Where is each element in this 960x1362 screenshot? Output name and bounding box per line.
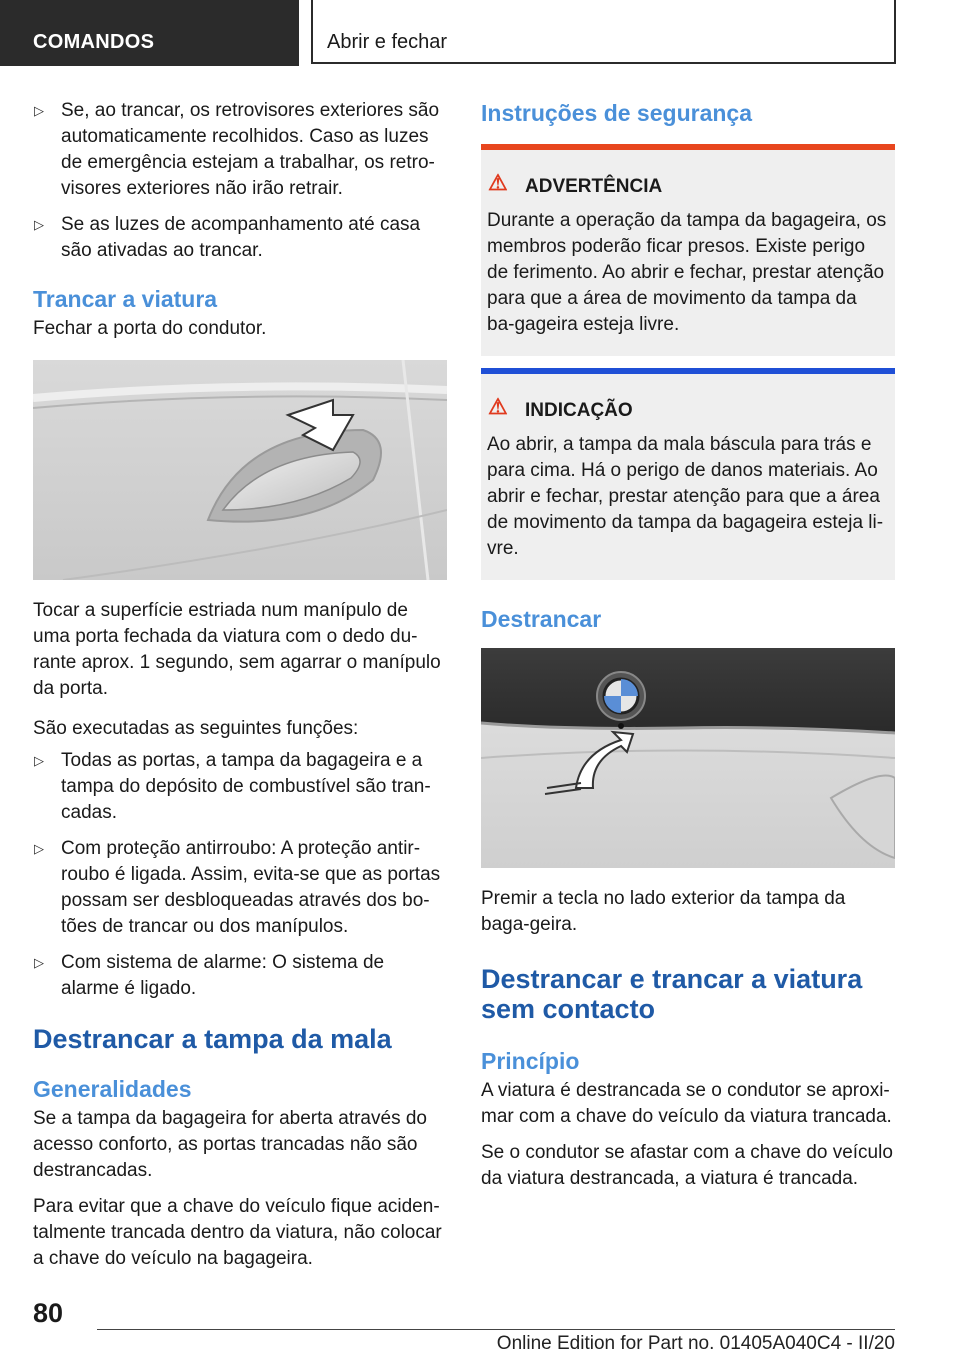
lock-heading: Trancar a viatura	[33, 286, 218, 312]
note-text: Ao abrir, a tampa da mala báscula para trás e para cima. Há o perigo de danos materiais. Ao abrir e fechar, prestar atenção para que a área de movimento da tampa da bagageira esteja li‐vre.	[487, 434, 884, 559]
warning-triangle-icon: ⚠	[488, 170, 508, 195]
warning-text: Durante a operação da tampa da bagageira, os membros poderão ficar presos. Existe perigo de ferimento. Ao abrir e fechar, prestar atenção para que a área de movimento da tampa da ba‐gageira esteja livre.	[487, 210, 887, 335]
unlock-text: Premir a tecla no lado exterior da tampa da baga‐geira.	[481, 888, 846, 935]
right-column	[481, 98, 895, 1202]
warning-title	[481, 150, 895, 200]
general-heading: Generalidades	[33, 1076, 192, 1102]
list-item	[33, 836, 447, 940]
keyless-heading: Destrancar e trancar a viatura sem contacto	[481, 964, 863, 1024]
warning-triangle-icon: ⚠	[488, 394, 508, 419]
list-item-text: Se as luzes de acompanhamento até casa são ativadas ao trancar.	[61, 214, 421, 261]
page-number: 80	[33, 1298, 64, 1328]
list-item	[33, 98, 447, 202]
list-item	[33, 212, 447, 264]
footer-divider	[97, 1329, 895, 1330]
unlock-heading: Destrancar	[481, 606, 602, 632]
safety-heading: Instruções de segurança	[481, 100, 752, 126]
trunk-heading: Destrancar a tampa da mala	[33, 1024, 392, 1054]
list-item	[33, 748, 447, 826]
warning-box	[481, 150, 895, 356]
triangle-bullet-icon: ▷	[34, 841, 44, 856]
triangle-bullet-icon: ▷	[34, 103, 44, 118]
list-item-text: Com sistema de alarme: O sistema de alarme é ligado.	[61, 952, 385, 999]
footer-text: Online Edition for Part no. 01405A040C4 - II/20	[496, 1333, 895, 1354]
lock-text: Fechar a porta do condutor.	[33, 318, 267, 339]
list-item-text: Se, ao trancar, os retrovisores exteriores são automaticamente recolhidos. Caso as luzes de emergência estejam a trabalhar, os retro‐visores exteriores não irão retrair.	[61, 100, 440, 199]
note-title-text: INDICAÇÃO	[525, 400, 633, 421]
general-paragraph-2: Para evitar que a chave do veículo fique aciden‐talmente trancada dentro da viatura, não colocar a chave do veículo na bagageira.	[33, 1196, 442, 1269]
section-label: COMANDOS	[0, 0, 299, 66]
chapter-title: Abrir e fechar	[311, 0, 896, 64]
principle-paragraph-2: Se o condutor se afastar com a chave do veículo da viatura destrancada, a viatura é trancada.	[481, 1142, 893, 1189]
door-handle-illustration	[33, 360, 447, 580]
list-item-text: Todas as portas, a tampa da bagageira e a tampa do depósito de combustível são tran‐cadas.	[61, 750, 431, 823]
triangle-bullet-icon: ▷	[34, 217, 44, 232]
triangle-bullet-icon: ▷	[34, 753, 44, 768]
triangle-bullet-icon: ▷	[34, 955, 44, 970]
list-item	[33, 950, 447, 1002]
touch-text: Tocar a superfície estriada num manípulo de uma porta fechada da viatura com o dedo du‐rante aprox. 1 segundo, sem agarrar o manípulo da porta.	[33, 600, 441, 699]
page-header	[0, 0, 960, 66]
note-title	[481, 374, 895, 424]
trunk-button-illustration	[481, 648, 895, 868]
list-item-text: Com proteção antirroubo: A proteção antir‐roubo é ligada. Assim, evita-se que as portas possam ser desbloqueadas através dos bo‐tões de trancar ou dos manípulos.	[61, 838, 441, 937]
trunk-button-image	[481, 648, 895, 868]
principle-paragraph-1: A viatura é destrancada se o condutor se aproxi‐mar com a chave do veículo da viatura trancada.	[481, 1080, 892, 1127]
warning-title-text: ADVERTÊNCIA	[525, 176, 663, 197]
left-column	[33, 98, 447, 1282]
door-handle-image	[33, 360, 447, 580]
principle-heading: Princípio	[481, 1048, 580, 1074]
general-paragraph-1: Se a tampa da bagageira for aberta através do acesso conforto, as portas trancadas não são destrancadas.	[33, 1108, 427, 1181]
functions-intro: São executadas as seguintes funções:	[33, 718, 359, 739]
note-box	[481, 374, 895, 580]
